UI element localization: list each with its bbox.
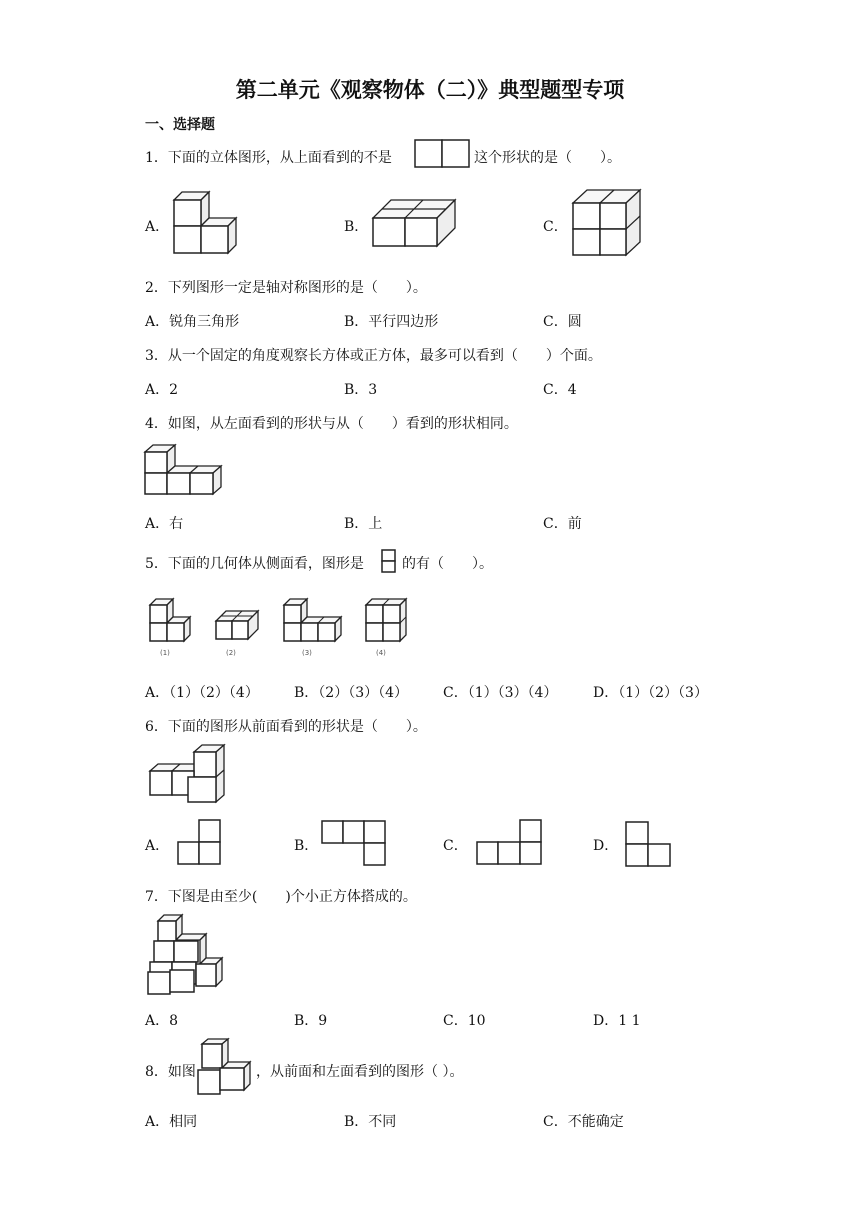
q2-option-b[interactable]: B．平行四边形 (344, 314, 439, 330)
q6-option-a-label[interactable]: A． (145, 838, 170, 854)
q7-option-b[interactable]: B．9 (294, 1013, 328, 1029)
q1-option-b-figure (371, 198, 461, 248)
q5-caption-2: (2) (226, 649, 236, 657)
q6-option-c-figure (476, 819, 544, 867)
q4-option-b[interactable]: B．上 (344, 516, 383, 532)
q6-option-b-figure (321, 820, 389, 868)
q5-figure-4 (364, 597, 410, 657)
q7-cube-figure (146, 914, 226, 998)
q6-option-a-figure (177, 819, 223, 867)
question-6-text: 6．下面的图形从前面看到的形状是（ ）。 (145, 719, 427, 735)
question-8-text: 8．如图 (145, 1064, 196, 1080)
q5-caption-1: (1) (160, 649, 170, 657)
question-5-text: 5．下面的几何体从侧面看，图形是 (145, 556, 364, 572)
q3-option-c[interactable]: C．4 (543, 382, 577, 398)
q8-option-b[interactable]: B．不同 (344, 1114, 397, 1130)
q4-option-c[interactable]: C．前 (543, 516, 582, 532)
q7-option-a[interactable]: A．8 (145, 1013, 179, 1029)
q1-option-c-figure (572, 189, 644, 257)
q6-cube-figure (148, 744, 228, 806)
q6-option-d-figure (625, 821, 673, 869)
q8-cube-figure (196, 1038, 256, 1098)
q5-option-d[interactable]: D．（1）（2）（3） (593, 685, 708, 701)
question-8-text-end: ，从前面和左面看到的图形（ ）。 (256, 1064, 464, 1080)
q3-option-b[interactable]: B．3 (344, 382, 378, 398)
question-5-text-end: 的有（ ）。 (402, 556, 493, 572)
q1-option-b-label[interactable]: B． (344, 219, 369, 235)
q5-option-b[interactable]: B．（2）（3）（4） (294, 685, 409, 701)
question-2-text: 2．下列图形一定是轴对称图形的是（ ）。 (145, 280, 427, 296)
q5-figure-2 (214, 609, 262, 657)
q2-option-a[interactable]: A．锐角三角形 (145, 314, 240, 330)
q7-option-c[interactable]: C．10 (443, 1013, 486, 1029)
q6-option-d-label[interactable]: D． (593, 838, 619, 854)
q7-option-d[interactable]: D．1 1 (593, 1013, 641, 1029)
q3-option-a[interactable]: A．2 (145, 382, 179, 398)
q6-option-b-label[interactable]: B． (294, 838, 319, 854)
q5-caption-4: (4) (376, 649, 386, 657)
q5-figure-3 (282, 597, 344, 657)
q5-figure-1 (148, 597, 194, 657)
page-title: 第二单元《观察物体（二）》典型题型专项 (235, 78, 625, 102)
q8-option-a[interactable]: A．相同 (145, 1114, 198, 1130)
question-1-text: 1．下面的立体图形，从上面看到的不是 (145, 150, 392, 166)
q5-option-a[interactable]: A．（1）（2）（4） (145, 685, 259, 701)
q5-side-view-figure (381, 549, 397, 575)
q4-cube-figure (144, 444, 226, 496)
question-1-text-end: 这个形状的是（ ）。 (474, 150, 621, 166)
q1-option-a-label[interactable]: A． (145, 219, 170, 235)
section-heading: 一、选择题 (145, 117, 215, 133)
q5-option-c[interactable]: C．（1）（3）（4） (443, 685, 558, 701)
q2-option-c[interactable]: C．圆 (543, 314, 582, 330)
q6-option-c-label[interactable]: C． (443, 838, 468, 854)
q4-option-a[interactable]: A．右 (145, 516, 184, 532)
q8-option-c[interactable]: C．不能确定 (543, 1114, 624, 1130)
q1-option-a-figure (172, 190, 242, 256)
q1-two-square-figure (414, 139, 470, 169)
question-7-text: 7．下图是由至少( )个小正方体搭成的。 (145, 889, 417, 905)
question-4-text: 4．如图，从左面看到的形状与从（ ）看到的形状相同。 (145, 416, 518, 432)
q1-option-c-label[interactable]: C． (543, 219, 568, 235)
q5-caption-3: (3) (302, 649, 312, 657)
question-3-text: 3．从一个固定的角度观察长方体或正方体，最多可以看到（ ）个面。 (145, 348, 602, 364)
